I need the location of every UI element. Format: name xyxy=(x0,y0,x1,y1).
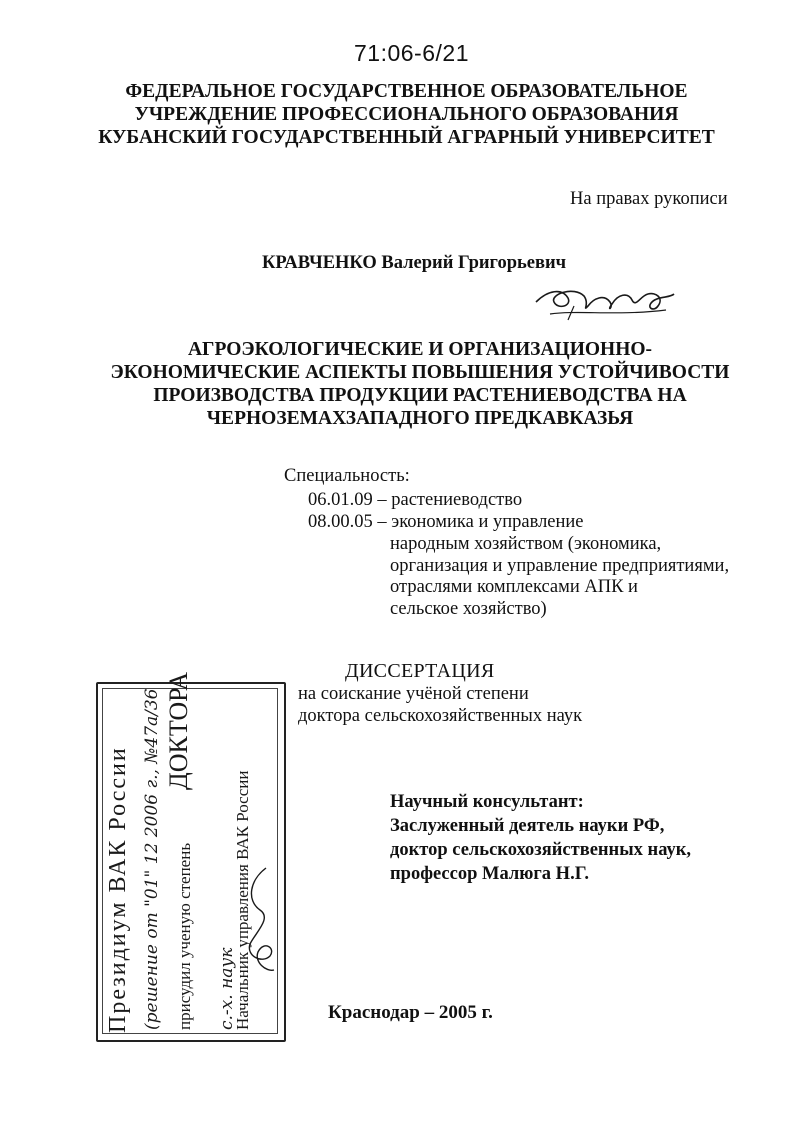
specialty-line: 06.01.09 – растениеводство xyxy=(308,490,523,510)
consultant-line: доктор сельскохозяйственных наук, xyxy=(390,840,692,860)
degree-line: доктора сельскохозяйственных наук xyxy=(298,705,583,726)
document-type: ДИССЕРТАЦИЯ xyxy=(345,660,495,682)
stamp-line: с.-х. наук xyxy=(217,947,237,1030)
document-code: 71:06-6/21 xyxy=(354,40,469,66)
org-line: ФЕДЕРАЛЬНОЕ ГОСУДАРСТВЕННОЕ ОБРАЗОВАТЕЛЬНОЕ xyxy=(125,81,688,102)
dissertation-title xyxy=(100,338,740,430)
stamp-line: Президиум ВАК России xyxy=(105,746,131,1033)
stamp-signature xyxy=(236,860,286,980)
stamp-degree: ДОКТОРА xyxy=(164,671,193,790)
org-line: КУБАНСКИЙ ГОСУДАРСТВЕННЫЙ АГРАРНЫЙ УНИВЕРСИТЕТ xyxy=(98,127,715,148)
title-line: ЭКОНОМИЧЕСКИЕ АСПЕКТЫ ПОВЫШЕНИЯ УСТОЙЧИВОСТИ xyxy=(110,362,730,383)
manuscript-note: На правах рукописи xyxy=(570,189,728,209)
stamp-line: (решение от "01" 12 2006 г., №47а/36 xyxy=(142,688,162,1030)
signature xyxy=(528,276,678,328)
degree-line: на соискание учёной степени xyxy=(298,684,529,704)
organization-name xyxy=(0,80,793,149)
title-line: ПРОИЗВОДСТВА ПРОДУКЦИИ РАСТЕНИЕВОДСТВА НА xyxy=(153,385,687,406)
stamp-line: Начальник управления ВАК России xyxy=(233,770,252,1030)
author-name: КРАВЧЕНКО Валерий Григорьевич xyxy=(262,253,567,273)
specialty-cont-line: народным хозяйством (экономика, xyxy=(390,534,662,554)
stamp-line: присудил ученую степень xyxy=(175,842,194,1030)
specialty-continuation xyxy=(390,534,729,620)
consultant-block xyxy=(390,790,691,886)
consultant-line: Научный консультант: xyxy=(390,792,584,812)
specialty-line: 08.00.05 – экономика и управление xyxy=(308,512,584,532)
title-line: ЧЕРНОЗЕМАХЗАПАДНОГО ПРЕДКАВКАЗЬЯ xyxy=(206,408,634,429)
specialty-cont-line: отраслями комплексами АПК и xyxy=(390,577,638,597)
degree-text xyxy=(298,684,582,727)
org-line: УЧРЕЖДЕНИЕ ПРОФЕССИОНАЛЬНОГО ОБРАЗОВАНИЯ xyxy=(134,104,679,125)
specialty-cont-line: организация и управление предприятиями, xyxy=(390,555,730,576)
title-line: АГРОЭКОЛОГИЧЕСКИЕ И ОРГАНИЗАЦИОННО- xyxy=(187,339,653,360)
place-year: Краснодар – 2005 г. xyxy=(328,1002,493,1023)
specialty-cont-line: сельское хозяйство) xyxy=(390,598,547,619)
consultant-line: профессор Малюга Н.Г. xyxy=(390,864,590,884)
specialty-heading: Специальность: xyxy=(284,466,410,486)
consultant-line: Заслуженный деятель науки РФ, xyxy=(390,816,665,836)
